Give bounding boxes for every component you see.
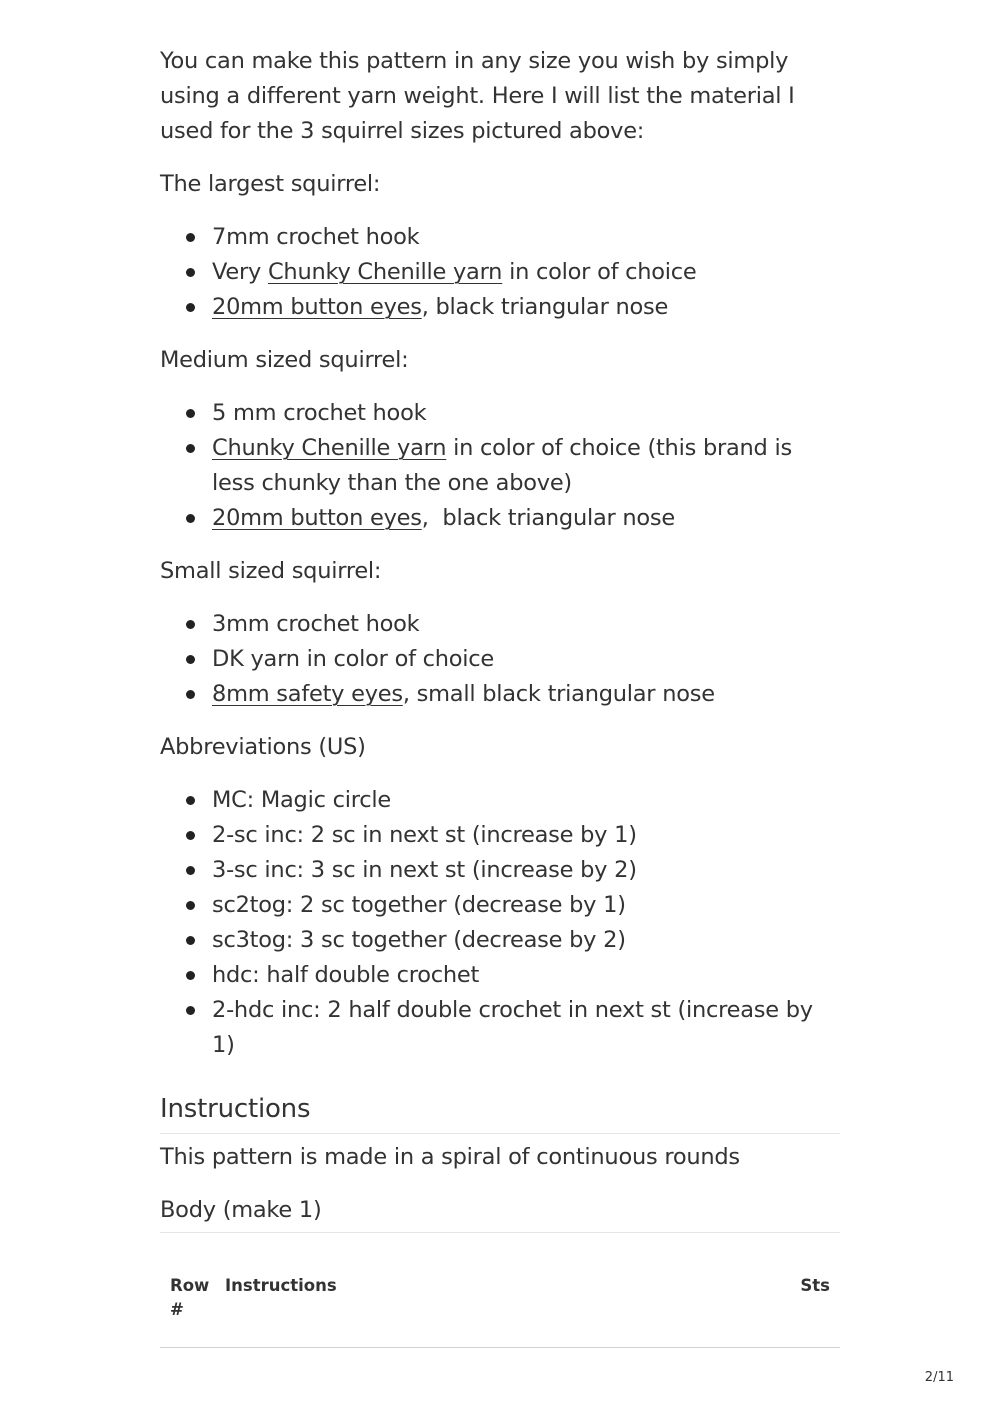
item-text: , black triangular nose <box>421 505 675 531</box>
largest-materials-list <box>160 220 840 325</box>
body-heading: Body (make 1) <box>160 1193 840 1233</box>
table-header-row <box>160 1270 840 1348</box>
list-item: sc3tog: 3 sc together (decrease by 2) <box>212 923 840 958</box>
instructions-note: This pattern is made in a spiral of continuous rounds <box>160 1144 740 1170</box>
chunky-chenille-yarn-link[interactable]: Chunky Chenille yarn <box>267 259 503 285</box>
list-item: 2-sc inc: 2 sc in next st (increase by 1) <box>212 818 840 853</box>
col-row-number: Row # <box>170 1276 210 1319</box>
item-text: , small black triangular nose <box>402 681 715 707</box>
small-materials-list <box>160 607 840 712</box>
pattern-table <box>160 1270 840 1348</box>
item-text: Very <box>212 259 268 285</box>
button-eyes-link[interactable]: 20mm button eyes <box>212 294 422 320</box>
button-eyes-link[interactable]: 20mm button eyes <box>212 505 422 531</box>
list-item: 3-sc inc: 3 sc in next st (increase by 2) <box>212 853 840 888</box>
list-item <box>212 396 840 431</box>
chunky-chenille-yarn-link[interactable]: Chunky Chenille yarn <box>212 435 447 461</box>
item-text: in color of choice (this brand is less chunky than the one above) <box>212 435 792 496</box>
list-item <box>212 501 840 536</box>
document-page <box>160 44 840 1233</box>
list-item <box>212 431 840 501</box>
item-text: in color of choice <box>502 259 697 285</box>
list-item <box>212 255 840 290</box>
list-item: MC: Magic circle <box>212 783 840 818</box>
list-item <box>212 607 840 642</box>
col-instructions: Instructions <box>225 1276 337 1295</box>
list-item: 2-hdc inc: 2 half double crochet in next st (increase by 1) <box>212 993 840 1063</box>
list-item <box>212 290 840 325</box>
table-divider <box>160 1347 840 1348</box>
page-number: 2/11 <box>924 1370 954 1385</box>
item-text: 7mm crochet hook <box>212 224 420 250</box>
safety-eyes-link[interactable]: 8mm safety eyes <box>212 681 403 707</box>
abbreviations-list <box>160 783 840 1063</box>
list-item <box>212 220 840 255</box>
item-text: , black triangular nose <box>421 294 669 320</box>
item-text: DK yarn in color of choice <box>212 646 495 672</box>
medium-squirrel-label: Medium sized squirrel: <box>160 347 409 373</box>
list-item: sc2tog: 2 sc together (decrease by 1) <box>212 888 840 923</box>
instructions-heading: Instructions <box>160 1089 840 1134</box>
item-text: 5 mm crochet hook <box>212 400 427 426</box>
col-stitches: Sts <box>800 1276 830 1295</box>
intro-paragraph: You can make this pattern in any size you wish by simply using a different yarn weight. Here I will list the material I used for the 3 squirrel sizes pictured above: <box>160 48 795 144</box>
item-text: 3mm crochet hook <box>212 611 420 637</box>
list-item <box>212 642 840 677</box>
abbreviations-label: Abbreviations (US) <box>160 734 366 760</box>
largest-squirrel-label: The largest squirrel: <box>160 171 381 197</box>
list-item: hdc: half double crochet <box>212 958 840 993</box>
small-squirrel-label: Small sized squirrel: <box>160 558 382 584</box>
medium-materials-list <box>160 396 840 536</box>
list-item <box>212 677 840 712</box>
